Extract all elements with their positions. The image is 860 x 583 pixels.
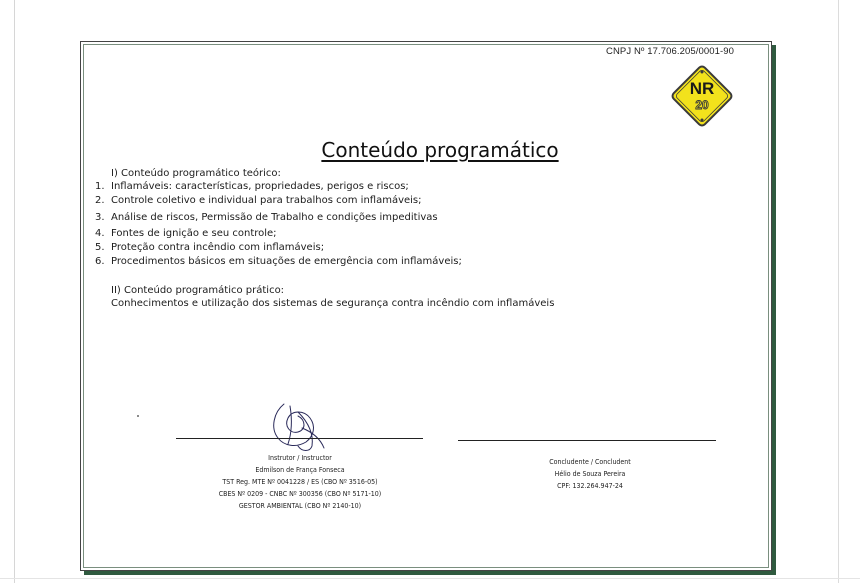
- frame-shadow-right: [772, 45, 776, 575]
- list-item-number: 6.: [95, 255, 105, 267]
- theory-heading: I) Conteúdo programático teórico:: [111, 168, 281, 179]
- instructor-registration-3: GESTOR AMBIENTAL (CBO Nº 2140-10): [238, 502, 362, 510]
- graduate-role: Concludente / Concludent: [549, 458, 631, 466]
- frame-shadow-bottom: [84, 571, 776, 575]
- list-item-number: 2.: [95, 194, 105, 206]
- list-item-text: Proteção contra incêndio com inflamáveis;: [111, 242, 325, 254]
- badge-number: 20: [695, 98, 709, 112]
- list-item-number: 5.: [95, 242, 105, 254]
- instructor-role: Instrutor / Instructor: [268, 454, 332, 462]
- graduate-cpf: CPF: 132.264.947-24: [557, 482, 623, 490]
- instructor-signature: [262, 398, 332, 456]
- page-title: Conteúdo programático: [321, 138, 559, 162]
- scan-edge-bottom: [0, 578, 860, 579]
- instructor-registration-2: CBES Nº 0209 - CNBC Nº 300356 (CBO Nº 5171-10): [218, 490, 382, 498]
- graduate-name: Hélio de Souza Pereira: [554, 470, 626, 478]
- list-item-number: 4.: [95, 228, 105, 240]
- list-item-number: 1.: [95, 181, 105, 192]
- graduate-block: [470, 456, 710, 492]
- graduate-signature-line: [458, 440, 716, 441]
- cnpj-number: CNPJ Nº 17.706.205/0001-90: [606, 46, 735, 57]
- nr20-badge-icon: [670, 64, 734, 128]
- list-item-number: 3.: [95, 211, 105, 223]
- list-item-text: Procedimentos básicos em situações de emergência com inflamáveis;: [111, 255, 462, 267]
- badge-label: NR: [689, 79, 715, 98]
- scan-speck: [137, 415, 139, 417]
- practice-heading: II) Conteúdo programático prático:: [111, 285, 285, 296]
- instructor-block: [180, 452, 420, 512]
- list-item-text: Análise de riscos, Permissão de Trabalho e condições impeditivas: [111, 211, 438, 223]
- list-item-text: Controle coletivo e individual para trabalhos com inflamáveis;: [111, 194, 422, 206]
- instructor-registration-1: TST Reg. MTE Nº 0041228 / ES (CBO Nº 3516-05): [222, 478, 378, 486]
- list-item-text: Fontes de ignição e seu controle;: [111, 228, 277, 240]
- instructor-name: Edmilson de França Fonseca: [255, 466, 345, 474]
- instructor-signature-line: [176, 438, 423, 439]
- scan-edge-right: [838, 0, 839, 583]
- practice-text: Conhecimentos e utilização dos sistemas de segurança contra incêndio com inflamáveis: [111, 298, 555, 309]
- list-item-text: Inflamáveis: características, propriedades, perigos e riscos;: [111, 181, 409, 192]
- scan-edge-left: [14, 0, 15, 583]
